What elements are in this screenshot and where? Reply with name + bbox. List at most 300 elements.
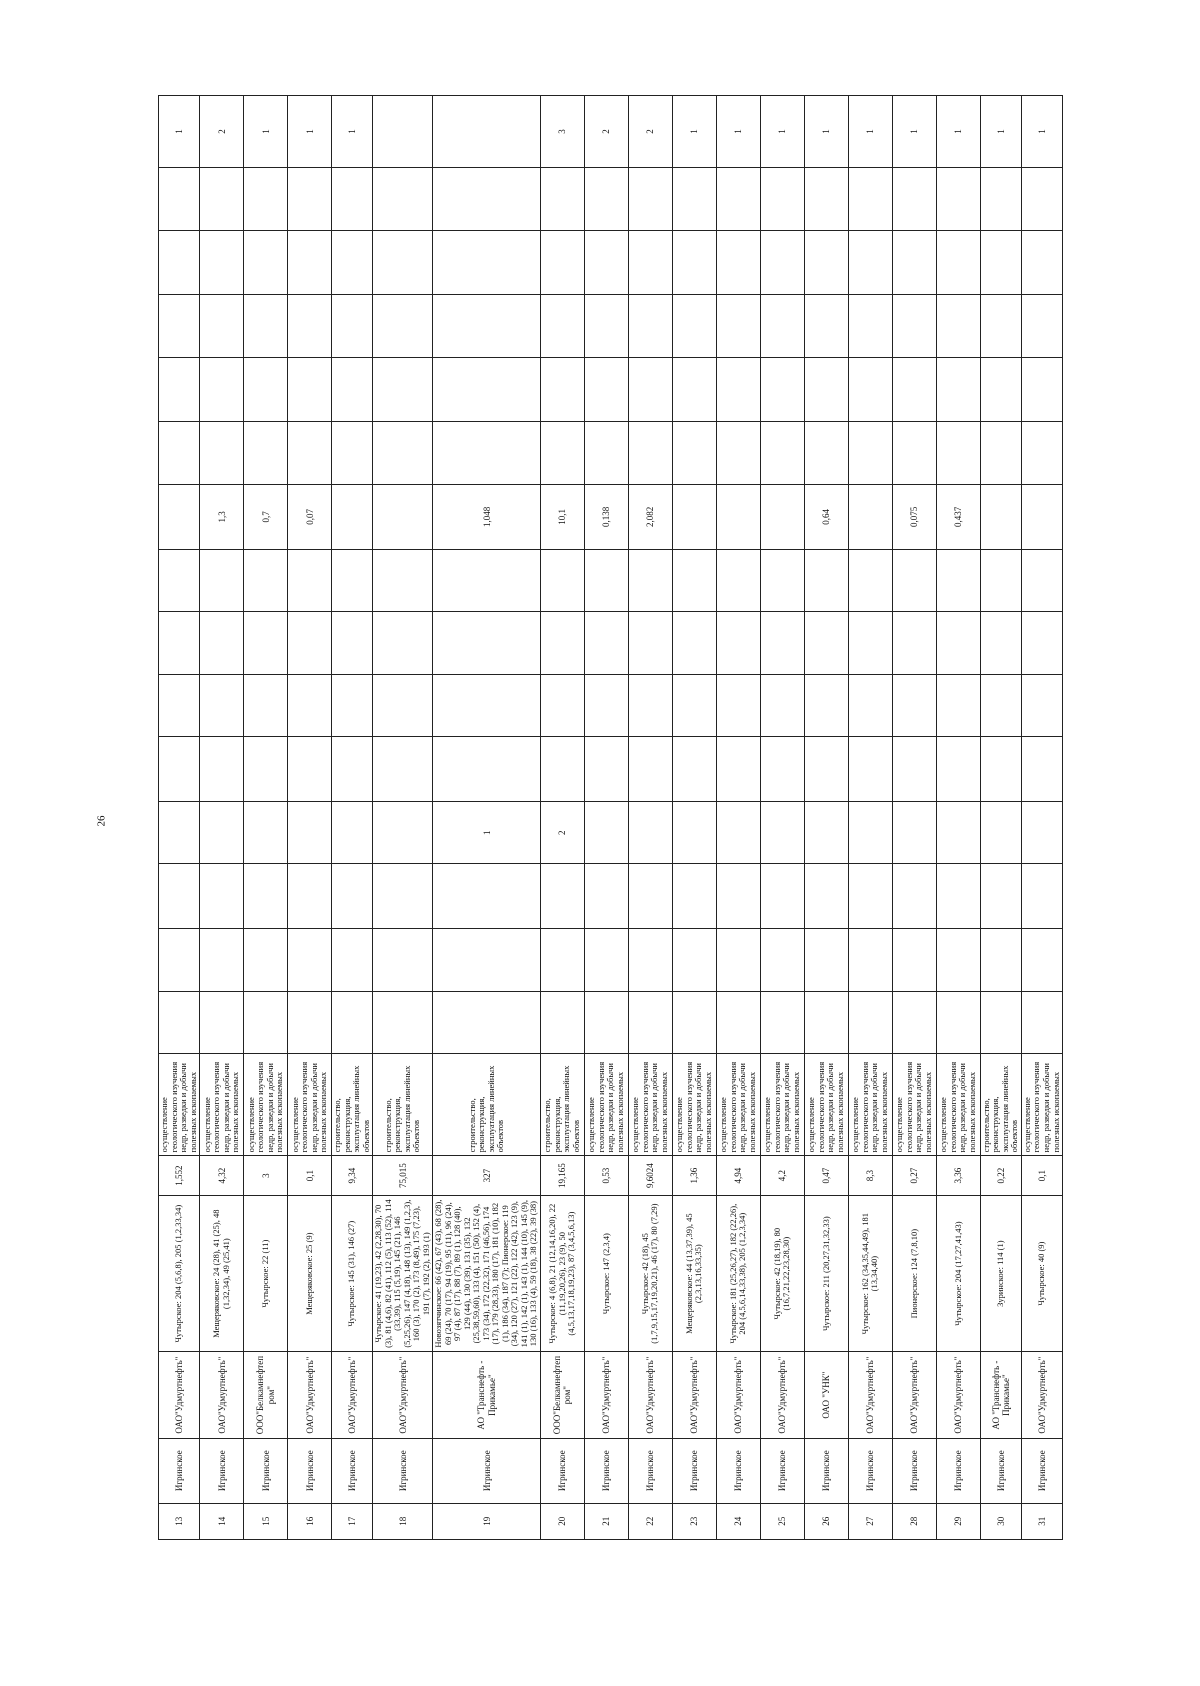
cell-c13	[200, 674, 244, 737]
cell-areas: Чутырское: 145 (31), 146 (27)	[332, 1195, 373, 1351]
cell-c19	[760, 295, 804, 358]
cell-c16	[159, 484, 200, 549]
cell-use: осуществление геологического изучения недр, разведки и добычи полезных ископаемых	[936, 1054, 980, 1156]
table-row	[892, 96, 936, 1540]
cell-c21	[672, 168, 716, 231]
cell-c10	[159, 864, 200, 929]
cell-c14	[200, 612, 244, 675]
cell-c18	[848, 357, 892, 422]
cell-c15	[288, 549, 332, 612]
cell-c22: 1	[804, 96, 848, 168]
cell-no: 18	[373, 1503, 433, 1539]
cell-c13	[373, 674, 433, 737]
cell-c8	[373, 991, 433, 1054]
cell-company: ОАО"Удмуртнефть"	[1021, 1352, 1062, 1439]
cell-c15	[540, 549, 584, 612]
cell-c22: 1	[288, 96, 332, 168]
cell-c9	[804, 929, 848, 992]
cell-c11	[584, 801, 628, 864]
cell-c12	[584, 737, 628, 802]
cell-c12	[804, 737, 848, 802]
cell-c17	[1021, 422, 1062, 485]
cell-c21	[628, 168, 672, 231]
cell-c17	[200, 422, 244, 485]
cell-c17	[936, 422, 980, 485]
cell-district: Игринское	[540, 1438, 584, 1503]
cell-c8	[892, 991, 936, 1054]
cell-c12	[628, 737, 672, 802]
cell-c14	[433, 612, 541, 675]
cell-c22: 1	[892, 96, 936, 168]
cell-c16	[373, 484, 433, 549]
cell-c12	[980, 737, 1021, 802]
cell-c11	[1021, 801, 1062, 864]
cell-area-total: 0,27	[892, 1156, 936, 1196]
cell-c19	[540, 295, 584, 358]
cell-areas: Чутырское: 204 (17,27,41,43)	[936, 1195, 980, 1351]
cell-company: ОАО"Удмуртнефть"	[373, 1352, 433, 1439]
cell-c22: 3	[540, 96, 584, 168]
cell-c10	[433, 864, 541, 929]
cell-c19	[892, 295, 936, 358]
cell-c17	[540, 422, 584, 485]
cell-company: ООО"Белкамнефтепром"	[244, 1352, 288, 1439]
cell-c18	[159, 357, 200, 422]
cell-c15	[244, 549, 288, 612]
cell-c18	[672, 357, 716, 422]
cell-c13	[892, 674, 936, 737]
cell-c22: 1	[980, 96, 1021, 168]
cell-c21	[892, 168, 936, 231]
cell-c9	[373, 929, 433, 992]
cell-areas: Мещеряковское: 24 (28), 41 (25), 48 (1,32,34), 49 (25,41)	[200, 1195, 244, 1351]
cell-district: Игринское	[1021, 1438, 1062, 1503]
table-row	[540, 96, 584, 1540]
cell-c11	[628, 801, 672, 864]
cell-c11	[804, 801, 848, 864]
cell-c17	[672, 422, 716, 485]
cell-c8	[804, 991, 848, 1054]
cell-c21	[244, 168, 288, 231]
cell-c20	[244, 230, 288, 295]
cell-c16	[332, 484, 373, 549]
cell-areas: Чутырское: 211 (20,27,31,32,33)	[804, 1195, 848, 1351]
cell-c18	[288, 357, 332, 422]
cell-c8	[628, 991, 672, 1054]
cell-c15	[159, 549, 200, 612]
cell-c18	[804, 357, 848, 422]
cell-c17	[244, 422, 288, 485]
cell-areas: Чутырское: 162 (34,35,44,49), 181 (13,34,40)	[848, 1195, 892, 1351]
cell-c20	[433, 230, 541, 295]
cell-c16: 0,437	[936, 484, 980, 549]
cell-district: Игринское	[936, 1438, 980, 1503]
cell-district: Игринское	[804, 1438, 848, 1503]
cell-c18	[892, 357, 936, 422]
cell-c18	[244, 357, 288, 422]
cell-c13	[804, 674, 848, 737]
cell-c15	[672, 549, 716, 612]
cell-c13	[716, 674, 760, 737]
cell-c9	[159, 929, 200, 992]
cell-c20	[892, 230, 936, 295]
cell-c10	[332, 864, 373, 929]
cell-company: ОАО"Удмуртнефть"	[892, 1352, 936, 1439]
cell-c9	[1021, 929, 1062, 992]
cell-c16: 1,048	[433, 484, 541, 549]
cell-c14	[980, 612, 1021, 675]
table-row	[672, 96, 716, 1540]
cell-c8	[200, 991, 244, 1054]
cell-c21	[804, 168, 848, 231]
cell-c14	[159, 612, 200, 675]
table-frame	[158, 95, 1061, 1540]
cell-c14	[584, 612, 628, 675]
cell-area-total: 19,165	[540, 1156, 584, 1196]
cell-c8	[584, 991, 628, 1054]
cell-c14	[540, 612, 584, 675]
cell-c13	[980, 674, 1021, 737]
table-row	[200, 96, 244, 1540]
cell-area-total: 0,47	[804, 1156, 848, 1196]
cell-area-total: 0,22	[980, 1156, 1021, 1196]
cell-c12	[936, 737, 980, 802]
cell-areas: Чутырское: 22 (11)	[244, 1195, 288, 1351]
cell-use: строительство, реконструкция, эксплуатация линейных объектов	[980, 1054, 1021, 1156]
cell-c9	[584, 929, 628, 992]
cell-no: 15	[244, 1503, 288, 1539]
cell-no: 21	[584, 1503, 628, 1539]
cell-c18	[332, 357, 373, 422]
table-row	[288, 96, 332, 1540]
cell-c17	[584, 422, 628, 485]
cell-c12	[244, 737, 288, 802]
cell-c14	[244, 612, 288, 675]
cell-c13	[760, 674, 804, 737]
cell-c8	[848, 991, 892, 1054]
cell-c10	[584, 864, 628, 929]
cell-area-total: 0,53	[584, 1156, 628, 1196]
cell-use: осуществление геологического изучения недр, разведки и добычи полезных ископаемых	[288, 1054, 332, 1156]
cell-c12	[1021, 737, 1062, 802]
cell-c19	[848, 295, 892, 358]
cell-district: Игринское	[159, 1438, 200, 1503]
cell-c16	[980, 484, 1021, 549]
cell-c17	[804, 422, 848, 485]
cell-c10	[628, 864, 672, 929]
cell-use: осуществление геологического изучения недр, разведки и добычи полезных ископаемых	[1021, 1054, 1062, 1156]
cell-c21	[159, 168, 200, 231]
cell-c15	[980, 549, 1021, 612]
cell-c20	[584, 230, 628, 295]
cell-no: 13	[159, 1503, 200, 1539]
cell-areas: Чутырское: 42 (18,19), 80 (16,7,21,22,23,28,30)	[760, 1195, 804, 1351]
cell-c13	[672, 674, 716, 737]
cell-c18	[540, 357, 584, 422]
cell-c17	[892, 422, 936, 485]
cell-no: 19	[433, 1503, 541, 1539]
cell-c16: 0,7	[244, 484, 288, 549]
cell-c13	[332, 674, 373, 737]
cell-c20	[200, 230, 244, 295]
cell-c16	[1021, 484, 1062, 549]
cell-c14	[716, 612, 760, 675]
cell-c22: 1	[848, 96, 892, 168]
table-row	[628, 96, 672, 1540]
page-number: 26	[95, 815, 108, 827]
cell-areas: Зуринское: 114 (1)	[980, 1195, 1021, 1351]
cell-areas: Чутырское: 4 (6,8), 21 (12,14,16,20), 22 (11,19,20,26), 23 (9), 50 (4,5,13,17,18,19,23), 87 (3,4,5,6,13)	[540, 1195, 584, 1351]
cell-c14	[373, 612, 433, 675]
table-row	[936, 96, 980, 1540]
cell-c13	[433, 674, 541, 737]
table-row	[373, 96, 433, 1540]
cell-company: ОАО"Удмуртнефть"	[159, 1352, 200, 1439]
cell-c8	[760, 991, 804, 1054]
cell-c13	[584, 674, 628, 737]
cell-c15	[332, 549, 373, 612]
cell-c20	[159, 230, 200, 295]
cell-use: осуществление геологического изучения недр, разведки и добычи полезных ископаемых	[244, 1054, 288, 1156]
cell-district: Игринское	[848, 1438, 892, 1503]
cell-district: Игринское	[373, 1438, 433, 1503]
cell-c13	[288, 674, 332, 737]
cell-c9	[433, 929, 541, 992]
cell-c11	[760, 801, 804, 864]
cell-use: осуществление геологического изучения недр, разведки и добычи полезных ископаемых	[892, 1054, 936, 1156]
cell-c17	[433, 422, 541, 485]
cell-c21	[332, 168, 373, 231]
cell-c12	[716, 737, 760, 802]
cell-c19	[332, 295, 373, 358]
cell-c14	[804, 612, 848, 675]
cell-c10	[672, 864, 716, 929]
cell-c10	[200, 864, 244, 929]
cell-c15	[848, 549, 892, 612]
table-row	[1021, 96, 1062, 1540]
cell-district: Игринское	[716, 1438, 760, 1503]
cell-c10	[760, 864, 804, 929]
cell-area-total: 3,36	[936, 1156, 980, 1196]
cell-c15	[628, 549, 672, 612]
cell-areas: Чутырское: 204 (5,6,8), 205 (1,2,33,34)	[159, 1195, 200, 1351]
cell-c21	[540, 168, 584, 231]
table-row	[244, 96, 288, 1540]
cell-area-total: 1,36	[672, 1156, 716, 1196]
cell-c15	[936, 549, 980, 612]
cell-c12	[159, 737, 200, 802]
cell-district: Игринское	[200, 1438, 244, 1503]
cell-c18	[936, 357, 980, 422]
cell-c21	[936, 168, 980, 231]
cell-no: 16	[288, 1503, 332, 1539]
cell-c9	[628, 929, 672, 992]
cell-c9	[936, 929, 980, 992]
cell-c11	[892, 801, 936, 864]
cell-area-total: 1,552	[159, 1156, 200, 1196]
cell-district: Игринское	[892, 1438, 936, 1503]
cell-c19	[584, 295, 628, 358]
cell-c18	[433, 357, 541, 422]
cell-use: строительство, реконструкция, эксплуатация линейных объектов	[373, 1054, 433, 1156]
table-row	[804, 96, 848, 1540]
cell-c18	[760, 357, 804, 422]
cell-c22: 1	[672, 96, 716, 168]
cell-c8	[244, 991, 288, 1054]
cell-c22: 2	[584, 96, 628, 168]
cell-c17	[373, 422, 433, 485]
cell-c22: 1	[159, 96, 200, 168]
cell-c22: 1	[716, 96, 760, 168]
cell-c9	[716, 929, 760, 992]
cell-area-total: 75,015	[373, 1156, 433, 1196]
cell-district: Игринское	[332, 1438, 373, 1503]
cell-c9	[760, 929, 804, 992]
cell-company: ОАО"Удмуртнефть"	[628, 1352, 672, 1439]
cell-c10	[716, 864, 760, 929]
cell-c19	[288, 295, 332, 358]
cell-c10	[936, 864, 980, 929]
cell-c11: 1	[433, 801, 541, 864]
cell-areas: Чутырское: 181 (25,26,27), 182 (22,26), 204 (4,5,6,14,33,38), 205 (1,2,3,34)	[716, 1195, 760, 1351]
cell-c14	[288, 612, 332, 675]
cell-c22: 1	[760, 96, 804, 168]
cell-c13	[159, 674, 200, 737]
cell-company: ОАО"Удмуртнефть"	[936, 1352, 980, 1439]
cell-c19	[244, 295, 288, 358]
cell-c8	[980, 991, 1021, 1054]
cell-c8	[288, 991, 332, 1054]
cell-c15	[200, 549, 244, 612]
cell-company: ОАО"Удмуртнефть"	[584, 1352, 628, 1439]
cell-use: осуществление геологического изучения недр, разведки и добычи полезных ископаемых	[628, 1054, 672, 1156]
cell-c16	[716, 484, 760, 549]
cell-area-total: 4,94	[716, 1156, 760, 1196]
cell-area-total: 9,34	[332, 1156, 373, 1196]
cell-no: 26	[804, 1503, 848, 1539]
cell-c13	[244, 674, 288, 737]
cell-use: осуществление геологического изучения недр, разведки и добычи полезных ископаемых	[159, 1054, 200, 1156]
cell-c14	[936, 612, 980, 675]
cell-c11	[159, 801, 200, 864]
cell-c12	[848, 737, 892, 802]
cell-area-total: 8,3	[848, 1156, 892, 1196]
cell-use: осуществление геологического изучения недр, разведки и добычи полезных ископаемых	[200, 1054, 244, 1156]
cell-district: Игринское	[288, 1438, 332, 1503]
cell-company: ОАО"Удмуртнефть"	[200, 1352, 244, 1439]
cell-c12	[200, 737, 244, 802]
cell-c12	[288, 737, 332, 802]
cell-c11	[200, 801, 244, 864]
cell-use: осуществление геологического изучения недр, разведки и добычи полезных ископаемых	[584, 1054, 628, 1156]
cell-c8	[332, 991, 373, 1054]
cell-c20	[760, 230, 804, 295]
cell-c10	[980, 864, 1021, 929]
table-row	[159, 96, 200, 1540]
cell-c8	[672, 991, 716, 1054]
cell-area-total: 3	[244, 1156, 288, 1196]
cell-c14	[332, 612, 373, 675]
cell-c21	[433, 168, 541, 231]
cell-district: Игринское	[584, 1438, 628, 1503]
cell-c15	[433, 549, 541, 612]
cell-c19	[672, 295, 716, 358]
cell-c9	[892, 929, 936, 992]
cell-company: ОАО"Удмуртнефть"	[716, 1352, 760, 1439]
cell-c20	[980, 230, 1021, 295]
cell-c18	[980, 357, 1021, 422]
cell-c8	[159, 991, 200, 1054]
cell-c21	[716, 168, 760, 231]
cell-c19	[716, 295, 760, 358]
cell-c12	[540, 737, 584, 802]
cell-c9	[244, 929, 288, 992]
cell-c11	[332, 801, 373, 864]
cell-no: 24	[716, 1503, 760, 1539]
cell-c16: 1,3	[200, 484, 244, 549]
cell-c10	[373, 864, 433, 929]
cell-c9	[332, 929, 373, 992]
cell-use: строительство, реконструкция, эксплуатация линейных объектов	[540, 1054, 584, 1156]
cell-c22: 1	[332, 96, 373, 168]
cell-district: Игринское	[244, 1438, 288, 1503]
cell-c9	[540, 929, 584, 992]
cell-c12	[760, 737, 804, 802]
cell-c19	[433, 295, 541, 358]
cell-district: Игринское	[628, 1438, 672, 1503]
cell-no: 17	[332, 1503, 373, 1539]
cell-c11	[244, 801, 288, 864]
cell-c15	[760, 549, 804, 612]
cell-c22: 1	[1021, 96, 1062, 168]
cell-company: ООО"Белкамнефтепром"	[540, 1352, 584, 1439]
cell-c17	[159, 422, 200, 485]
cell-c8	[540, 991, 584, 1054]
cell-c17	[848, 422, 892, 485]
cell-c20	[1021, 230, 1062, 295]
cell-c15	[584, 549, 628, 612]
cell-c14	[628, 612, 672, 675]
cell-c9	[672, 929, 716, 992]
cell-company: ОАО "УНК"	[804, 1352, 848, 1439]
cell-c12	[332, 737, 373, 802]
cell-c10	[540, 864, 584, 929]
cell-c21	[1021, 168, 1062, 231]
cell-c20	[936, 230, 980, 295]
cell-c12	[892, 737, 936, 802]
cell-c14	[1021, 612, 1062, 675]
cell-c11	[373, 801, 433, 864]
cell-c19	[936, 295, 980, 358]
cell-areas: Мещеряковское: 25 (9)	[288, 1195, 332, 1351]
cell-c18	[1021, 357, 1062, 422]
rotated-table-container	[158, 95, 1061, 1540]
cell-use: осуществление геологического изучения недр, разведки и добычи полезных ископаемых	[672, 1054, 716, 1156]
table-row	[980, 96, 1021, 1540]
cell-c21	[584, 168, 628, 231]
cell-no: 20	[540, 1503, 584, 1539]
cell-c22: 1	[244, 96, 288, 168]
cell-no: 28	[892, 1503, 936, 1539]
cell-c16: 0,138	[584, 484, 628, 549]
cell-c19	[628, 295, 672, 358]
cell-c11	[716, 801, 760, 864]
cell-areas: Чутырское: 41 (19,23), 42 (2,28,30), 70 (3), 81 (4,6), 82 (41), 112 (5), 113 (52), 114 (33,39), 115 (5,19), 145 (21), 146 (5,25,26), 147 (4,18), 148 (13), 149 (1,2,3), 160 (3), 170 (2), 173 (8,49), 175 (7,23), 191 (7), 192 (2), 193 (1)	[373, 1195, 433, 1351]
cell-company: ОАО"Удмуртнефть"	[672, 1352, 716, 1439]
table-row	[584, 96, 628, 1540]
cell-c21	[373, 168, 433, 231]
table-row	[848, 96, 892, 1540]
